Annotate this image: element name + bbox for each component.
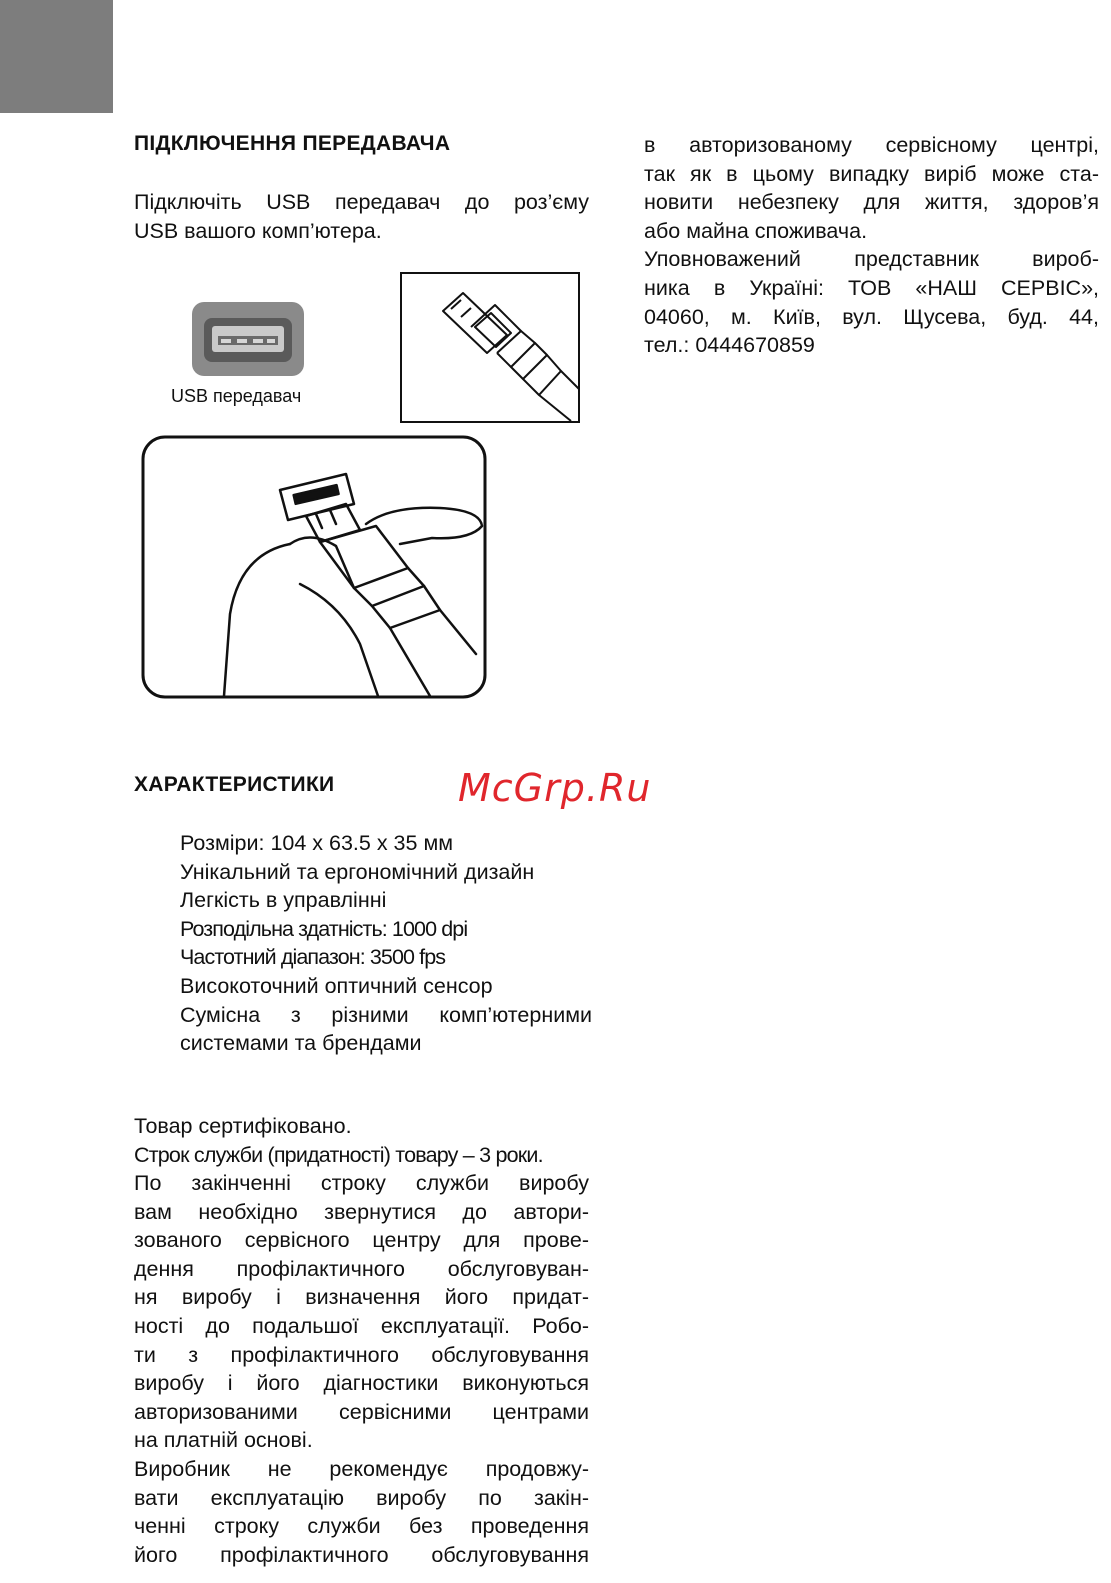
text-line: тел.: 0444670859 <box>644 333 815 358</box>
spec-item: Сумісна з різними комп’ютерними <box>180 1002 592 1027</box>
right-column-text <box>644 131 1099 360</box>
connect-instruction <box>134 188 589 245</box>
specs-list <box>180 829 592 1058</box>
spec-item: Розподільна здатність: 1000 dpi <box>180 916 468 941</box>
usb-plugging-illustration <box>140 434 488 700</box>
text-line: зованого сервісного центру для прове- <box>134 1228 589 1253</box>
spec-item: Розміри: 104 x 63.5 x 35 мм <box>180 831 454 855</box>
text-line: на платній основі. <box>134 1428 313 1453</box>
text-line: ти з профілактичного обслуговування <box>134 1342 589 1367</box>
text-line: 04060, м. Київ, вул. Щусева, буд. 44, <box>644 304 1099 329</box>
corner-tab-block <box>0 0 113 113</box>
text-line: Виробник не рекомендує продовжу- <box>134 1457 589 1481</box>
instruction-line: Підключіть USB передавач до роз’єму <box>134 190 589 214</box>
instruction-line: USB вашого комп’ютера. <box>134 218 382 243</box>
text-line: ника в Україні: ТОВ «НАШ СЕРВІС», <box>644 275 1099 300</box>
spec-item: Легкість в управлінні <box>180 888 387 913</box>
text-line: Уповноважений представник вироб- <box>644 247 1099 272</box>
text-line: виробу і його діагностики виконуються <box>134 1371 589 1396</box>
usb-transmitter-icon <box>190 298 308 380</box>
spec-item: Частотний діапазон: 3500 fps <box>180 945 446 970</box>
text-line: авторизованими сервісними центрами <box>134 1399 589 1424</box>
text-line: його профілактичного обслуговування <box>134 1542 589 1567</box>
spec-item: Високоточний оптичний сенсор <box>180 973 493 998</box>
text-line: дення профілактичного обслуговуван- <box>134 1256 589 1281</box>
service-paragraph-1 <box>134 1169 589 1455</box>
spec-item: системами та брендами <box>180 1031 422 1056</box>
text-line: так як в цьому випадку виріб може ста- <box>644 161 1099 186</box>
spec-item: Унікальний та ергономічний дизайн <box>180 859 535 884</box>
text-line: в авторизованому сервісному центрі, <box>644 133 1099 157</box>
service-paragraph-2 <box>134 1455 589 1569</box>
lifetime-line: Строк служби (придатності) товару – 3 роки. <box>134 1142 543 1167</box>
text-line: новити небезпеку для життя, здоров’я <box>644 190 1099 215</box>
usb-plug-illustration <box>399 271 583 425</box>
text-line: або майна споживача. <box>644 218 868 243</box>
text-line: ня виробу і визначення його придат- <box>134 1285 589 1310</box>
connect-heading: ПІДКЛЮЧЕННЯ ПЕРЕДАВАЧА <box>134 132 451 155</box>
watermark-logo: McGrp.Ru <box>458 766 652 810</box>
text-line: ності до подальшої експлуатації. Робо- <box>134 1313 589 1338</box>
certified-line: Товар сертифіковано. <box>134 1114 352 1138</box>
text-line: вам необхідно звернутися до автори- <box>134 1199 589 1224</box>
specs-heading: ХАРАКТЕРИСТИКИ <box>134 773 335 796</box>
service-text <box>134 1112 589 1169</box>
transmitter-caption: USB передавач <box>171 386 302 406</box>
text-line: вати експлуатацію виробу по закін- <box>134 1485 589 1510</box>
text-line: По закінченні строку служби виробу <box>134 1171 589 1195</box>
text-line: ченні строку служби без проведення <box>134 1514 589 1539</box>
